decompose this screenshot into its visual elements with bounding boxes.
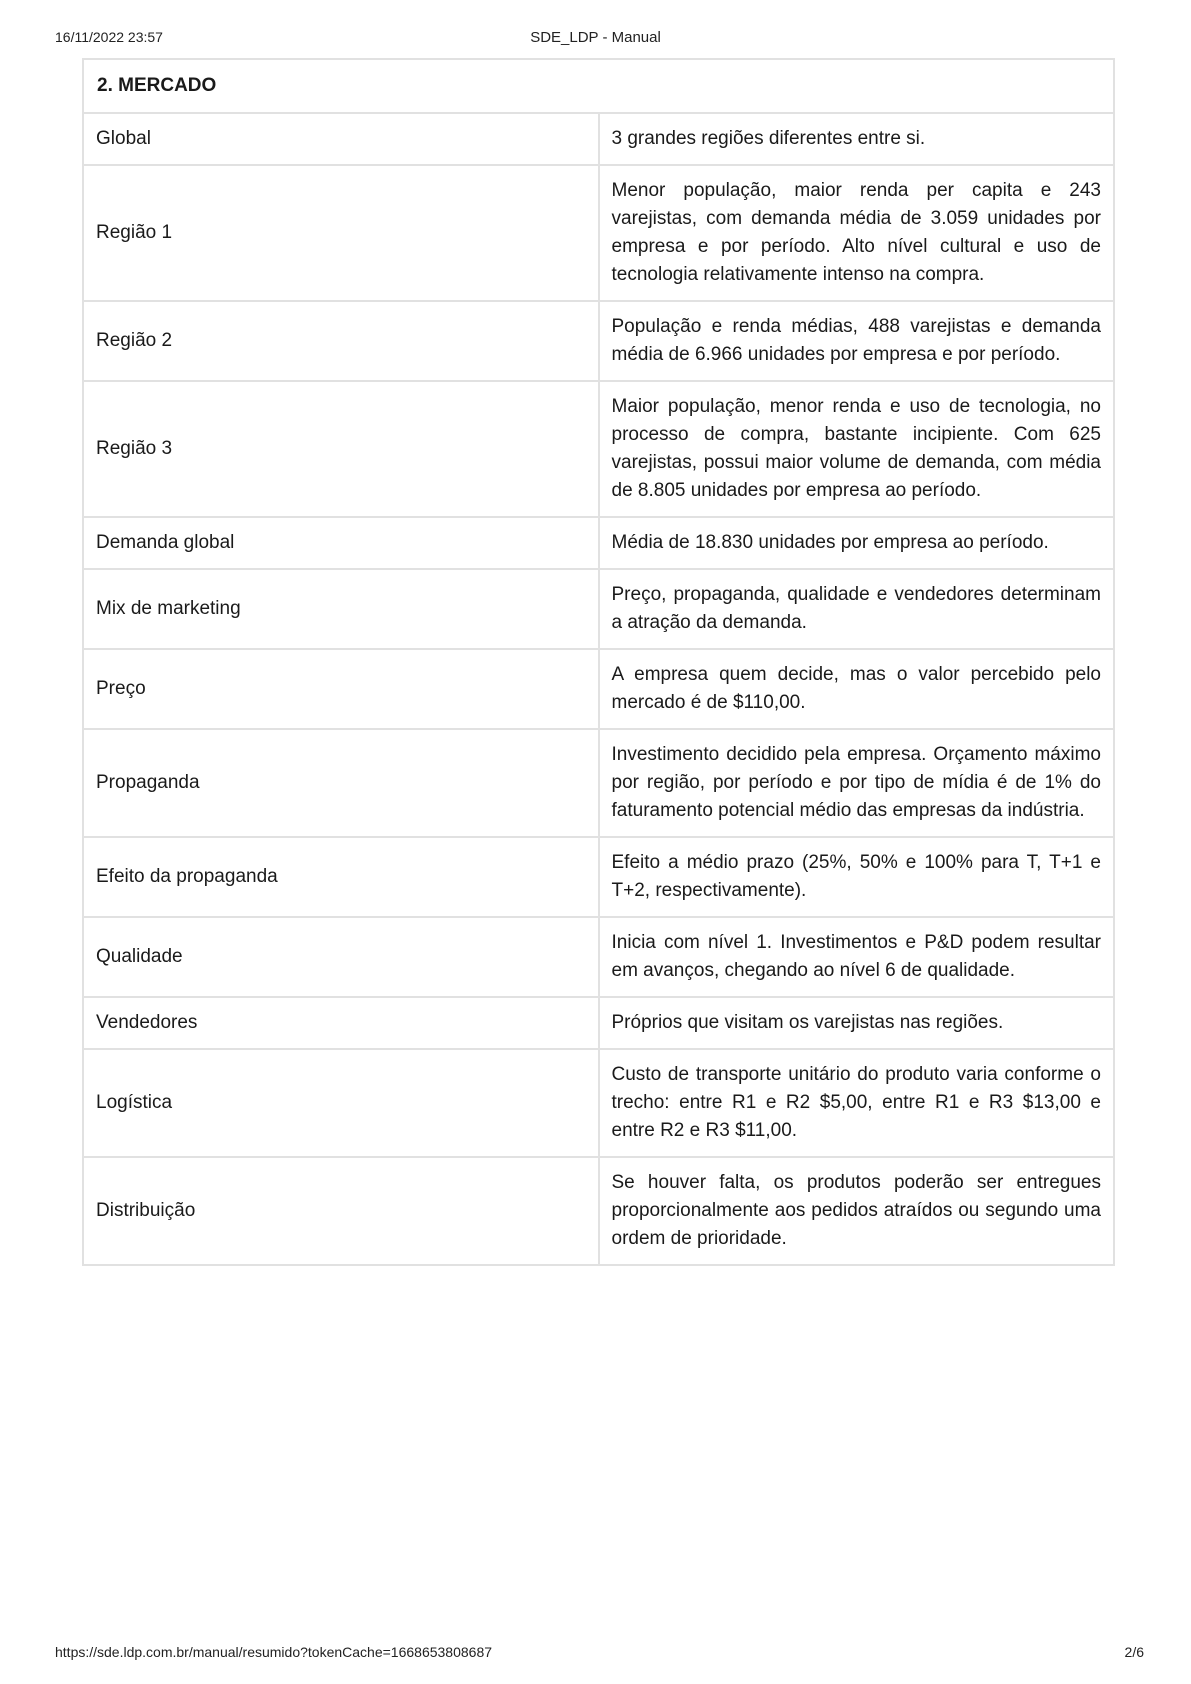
- row-description: Custo de transporte unitário do produto varia conforme o trecho: entre R1 e R2 $5,00, entre R1 e R3 $13,00 e entre R2 e R3 $11,00.: [599, 1049, 1115, 1157]
- table-row: [83, 569, 1114, 649]
- row-description: Preço, propaganda, qualidade e vendedores determinam a atração da demanda.: [599, 569, 1115, 649]
- table-row: [83, 113, 1114, 165]
- print-title: SDE_LDP - Manual: [530, 29, 661, 46]
- row-description: Maior população, menor renda e uso de tecnologia, no processo de compra, bastante incipiente. Com 625 varejistas, possui maior volume de demanda, com média de 8.805 unidades por empresa ao período.: [599, 381, 1115, 517]
- table-row: [83, 837, 1114, 917]
- row-description: 3 grandes regiões diferentes entre si.: [599, 113, 1115, 165]
- page-number: 2/6: [1124, 1644, 1144, 1660]
- table-row: [83, 165, 1114, 301]
- row-label: Região 2: [83, 301, 599, 381]
- table-header-row: [83, 59, 1114, 113]
- table-row: [83, 649, 1114, 729]
- row-description: Se houver falta, os produtos poderão ser entregues proporcionalmente aos pedidos atraídos ou segundo uma ordem de prioridade.: [599, 1157, 1115, 1265]
- table-row: [83, 1157, 1114, 1265]
- row-label: Logística: [83, 1049, 599, 1157]
- row-description: População e renda médias, 488 varejistas e demanda média de 6.966 unidades por empresa e por período.: [599, 301, 1115, 381]
- row-label: Global: [83, 113, 599, 165]
- table-row: [83, 729, 1114, 837]
- row-label: Demanda global: [83, 517, 599, 569]
- row-label: Vendedores: [83, 997, 599, 1049]
- row-label: Efeito da propaganda: [83, 837, 599, 917]
- row-description: Menor população, maior renda per capita e 243 varejistas, com demanda média de 3.059 unidades por empresa e por período. Alto nível cultural e uso de tecnologia relativamente intenso na compra.: [599, 165, 1115, 301]
- row-label: Preço: [83, 649, 599, 729]
- row-label: Região 1: [83, 165, 599, 301]
- section-title: 2. MERCADO: [83, 59, 1114, 113]
- table-row: [83, 1049, 1114, 1157]
- print-url: https://sde.ldp.com.br/manual/resumido?tokenCache=1668653808687: [55, 1644, 493, 1660]
- market-table: [82, 58, 1115, 1266]
- row-label: Distribuição: [83, 1157, 599, 1265]
- table-row: [83, 381, 1114, 517]
- row-description: Média de 18.830 unidades por empresa ao período.: [599, 517, 1115, 569]
- row-description: Próprios que visitam os varejistas nas regiões.: [599, 997, 1115, 1049]
- table-row: [83, 301, 1114, 381]
- table-row: [83, 997, 1114, 1049]
- row-description: A empresa quem decide, mas o valor percebido pelo mercado é de $110,00.: [599, 649, 1115, 729]
- row-description: Efeito a médio prazo (25%, 50% e 100% para T, T+1 e T+2, respectivamente).: [599, 837, 1115, 917]
- print-date: 16/11/2022 23:57: [55, 29, 163, 45]
- table-row: [83, 517, 1114, 569]
- row-label: Região 3: [83, 381, 599, 517]
- table-row: [83, 917, 1114, 997]
- row-label: Qualidade: [83, 917, 599, 997]
- row-label: Propaganda: [83, 729, 599, 837]
- row-label: Mix de marketing: [83, 569, 599, 649]
- row-description: Investimento decidido pela empresa. Orçamento máximo por região, por período e por tipo de mídia é de 1% do faturamento potencial médio das empresas da indústria.: [599, 729, 1115, 837]
- row-description: Inicia com nível 1. Investimentos e P&D podem resultar em avanços, chegando ao nível 6 de qualidade.: [599, 917, 1115, 997]
